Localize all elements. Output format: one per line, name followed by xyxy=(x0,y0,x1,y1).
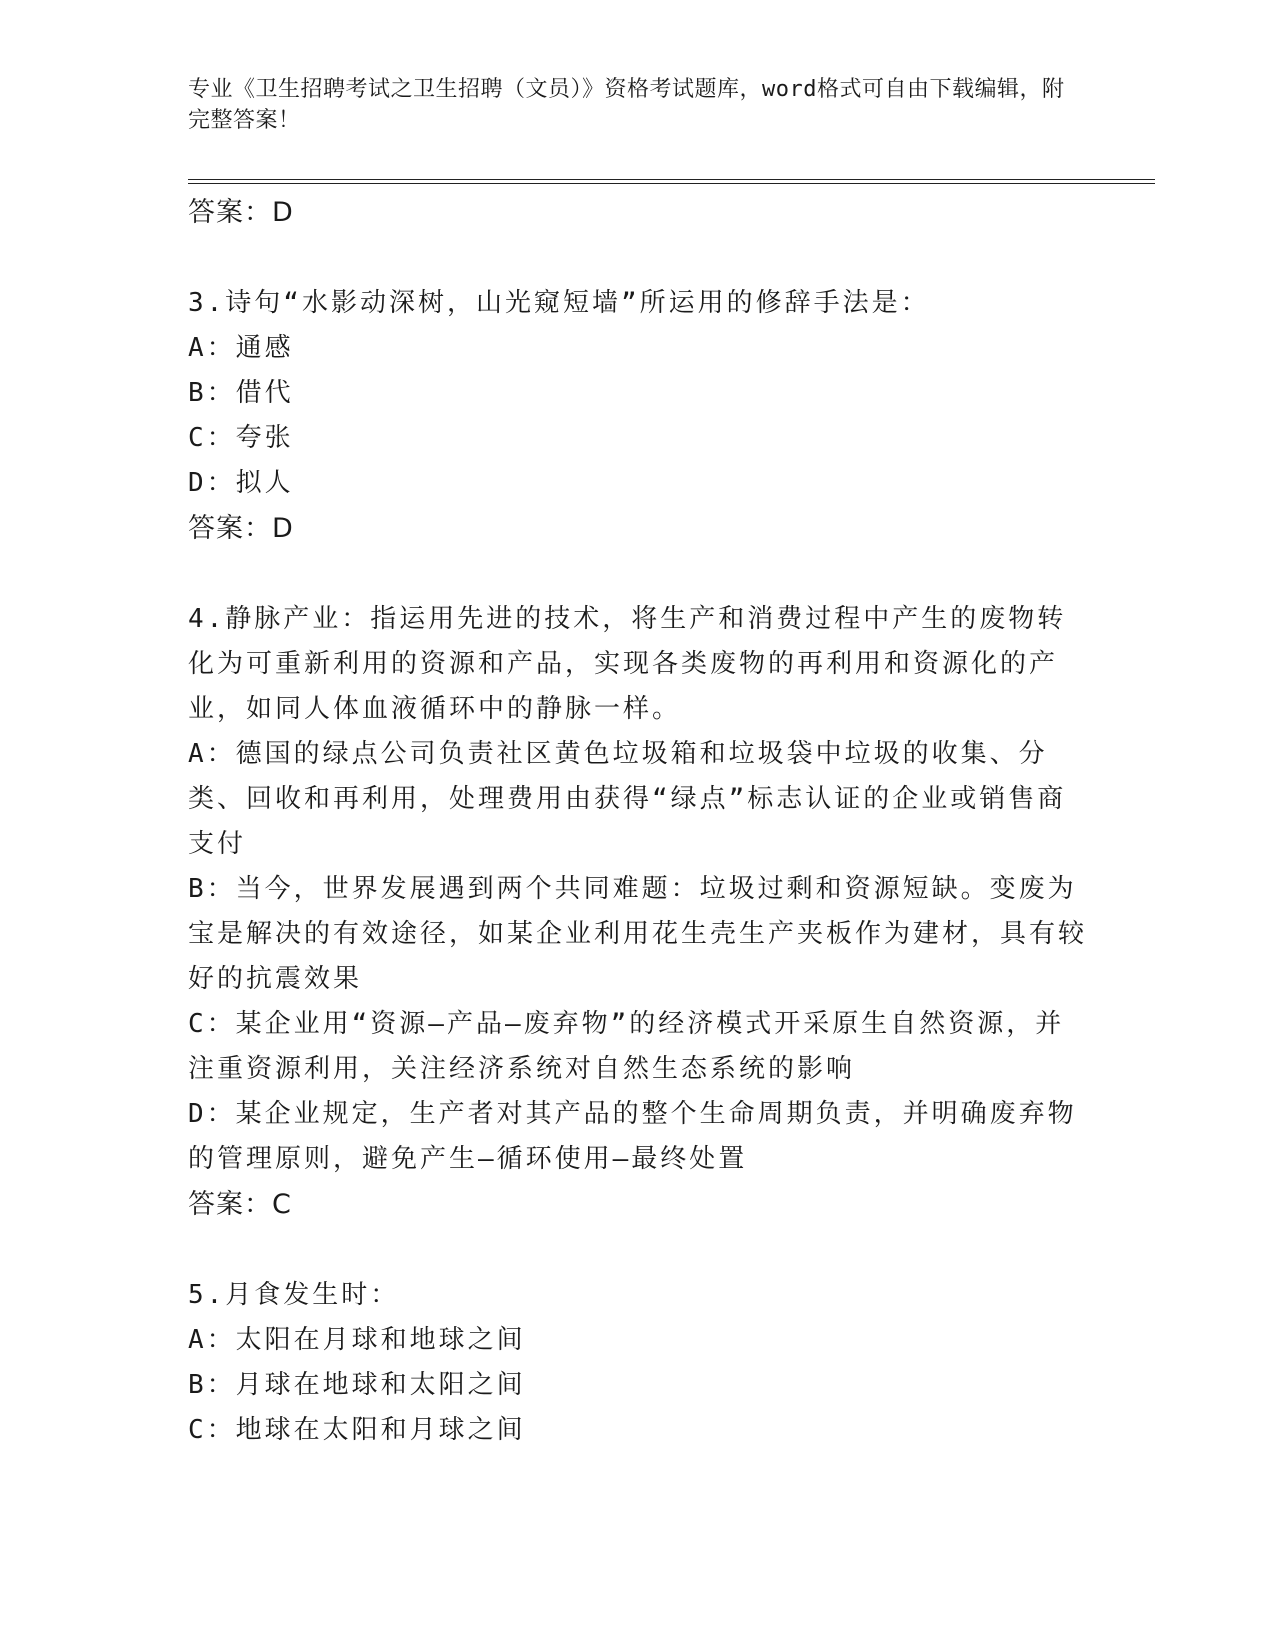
question-3-option-b: B：借代 xyxy=(188,378,294,408)
spacer xyxy=(188,1227,1088,1273)
spacer xyxy=(188,235,1088,281)
question-3-option-c: C：夸张 xyxy=(188,423,294,453)
question-4-option-c: C：某企业用“资源—产品—废弃物”的经济模式开采原生自然资源，并注重资源利用，关注经济系统对自然生态系统的影响 xyxy=(188,1009,1065,1084)
question-5-option-a: A：太阳在月球和地球之间 xyxy=(188,1325,526,1355)
page-header: 专业《卫生招聘考试之卫生招聘（文员）》资格考试题库，word格式可自由下载编辑，附完整答案！ xyxy=(188,77,1065,133)
answer-prev: 答案：D xyxy=(188,197,294,228)
question-4-option-b: B：当今，世界发展遇到两个共同难题：垃圾过剩和资源短缺。变废为宝是解决的有效途径，如某企业利用花生壳生产夹板作为建材，具有较好的抗震效果 xyxy=(188,874,1088,994)
question-4-text: 4.静脉产业：指运用先进的技术，将生产和消费过程中产生的废物转化为可重新利用的资源和产品，实现各类废物的再利用和资源化的产业，如同人体血液循环中的静脉一样。 xyxy=(188,604,1067,724)
question-3-answer: 答案：D xyxy=(188,513,294,544)
question-3-option-a: A：通感 xyxy=(188,333,294,363)
question-3-option-d: D：拟人 xyxy=(188,468,294,498)
question-4-option-d: D：某企业规定，生产者对其产品的整个生命周期负责，并明确废弃物的管理原则，避免产生—循环使用—最终处置 xyxy=(188,1099,1077,1174)
question-5-option-b: B：月球在地球和太阳之间 xyxy=(188,1370,526,1400)
document-body xyxy=(188,190,1088,1453)
question-4-option-a: A：德国的绿点公司负责社区黄色垃圾箱和垃圾袋中垃圾的收集、分类、回收和再利用，处理费用由获得“绿点”标志认证的企业或销售商支付 xyxy=(188,739,1067,859)
question-3-text: 3.诗句“水影动深树，山光窥短墙”所运用的修辞手法是： xyxy=(188,288,930,318)
header-divider-bottom xyxy=(188,183,1155,184)
question-5 xyxy=(188,1273,1088,1453)
question-4 xyxy=(188,597,1088,1227)
header-divider-top xyxy=(188,179,1155,180)
question-4-answer: 答案：C xyxy=(188,1189,292,1220)
question-3 xyxy=(188,281,1088,551)
question-5-text: 5.月食发生时： xyxy=(188,1280,400,1310)
question-5-option-c: C：地球在太阳和月球之间 xyxy=(188,1415,526,1445)
spacer xyxy=(188,551,1088,597)
